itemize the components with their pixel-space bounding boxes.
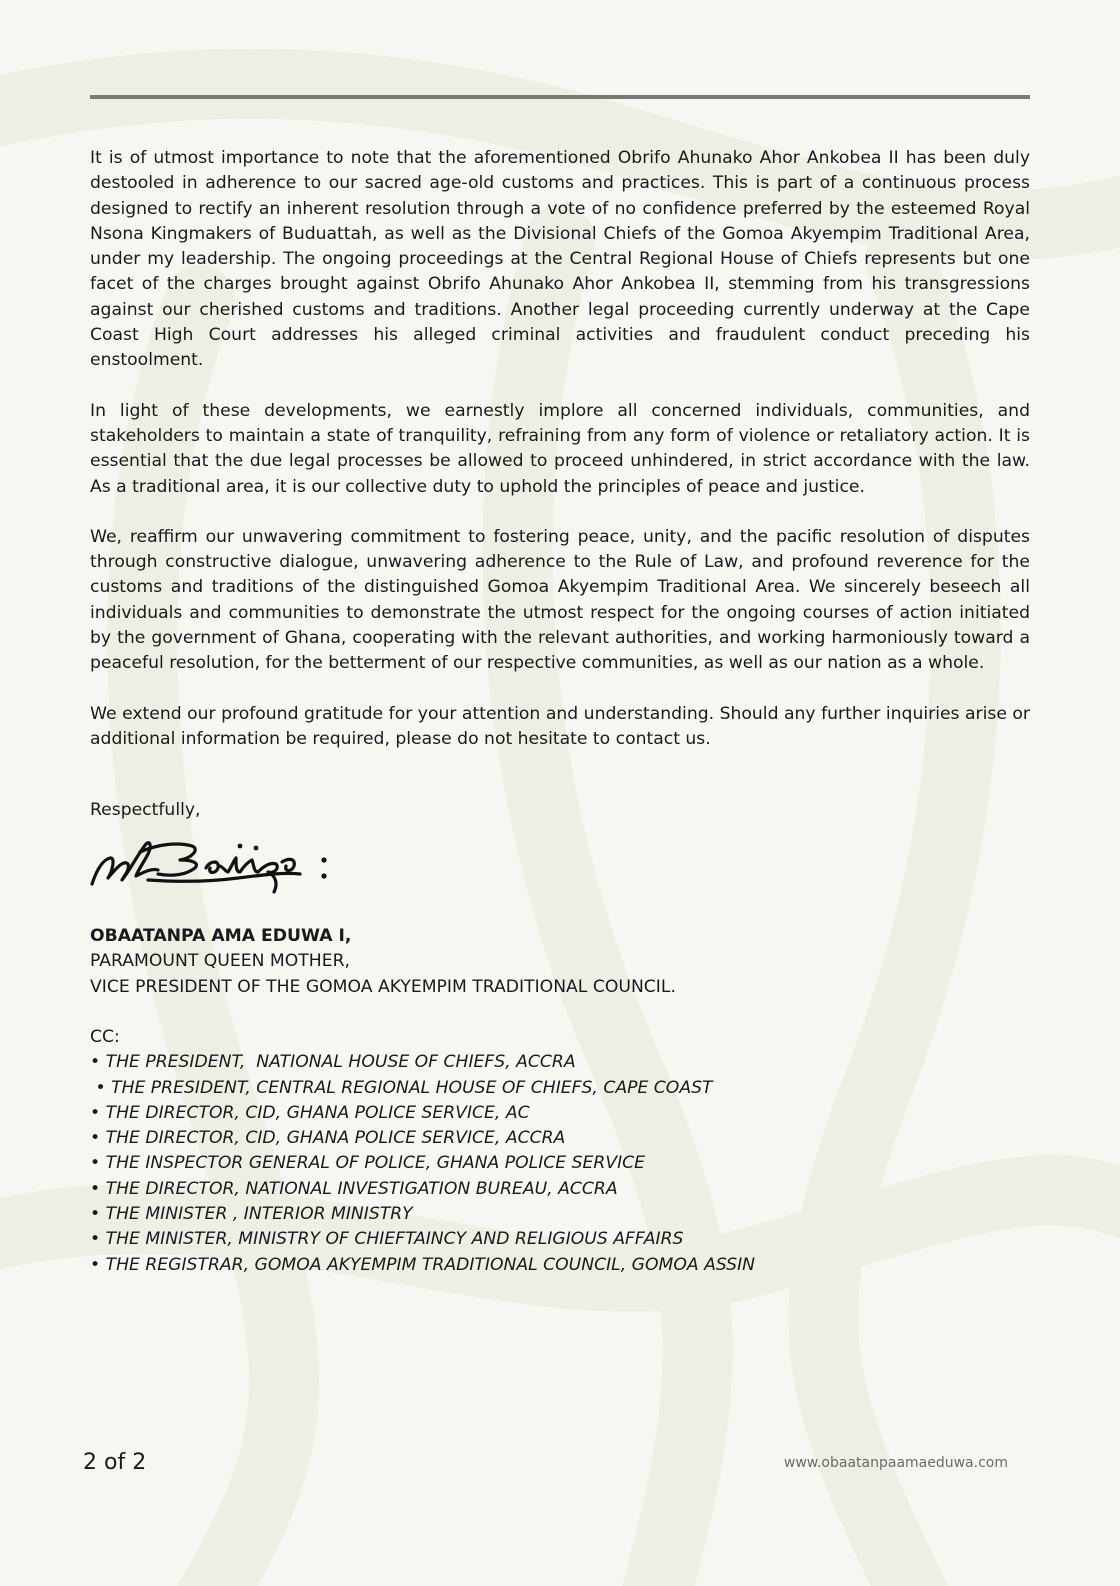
cc-recipient: • THE REGISTRAR, GOMOA AKYEMPIM TRADITIONAL COUNCIL, GOMOA ASSIN — [90, 1254, 755, 1275]
cc-recipient: • THE DIRECTOR, CID, GHANA POLICE SERVICE, ACCRA — [90, 1128, 566, 1149]
page-number: 2 of 2 — [83, 1450, 147, 1475]
handwritten-signature — [88, 832, 348, 898]
closing-salutation: Respectfully, — [90, 800, 201, 820]
header-rule — [90, 95, 1030, 99]
cc-recipient-list — [90, 1050, 755, 1278]
signatory-block — [90, 924, 676, 1000]
cc-recipient: • THE DIRECTOR, NATIONAL INVESTIGATION BUREAU, ACCRA — [90, 1178, 618, 1199]
body-paragraph: We, reaffirm our unwavering commitment to fostering peace, unity, and the pacific resolution of disputes through constructive dialogue, unwavering adherence to the Rule of Law, and profound reverence for the customs and traditions of the distinguished Gomoa Akyempim Traditional Area. We sincerely beseech all individuals and communities to demonstrate the utmost respect for the ongoing courses of action initiated by the government of Ghana, cooperating with the relevant authorities, and working harmoniously toward a peaceful resolution, for the betterment of our respective communities, as well as our nation as a whole. — [90, 526, 1030, 674]
cc-label: CC: — [90, 1027, 120, 1047]
cc-recipient: • THE MINISTER, MINISTRY OF CHIEFTAINCY AND RELIGIOUS AFFAIRS — [90, 1229, 684, 1250]
letter-body — [90, 146, 1030, 777]
cc-recipient: • THE PRESIDENT, CENTRAL REGIONAL HOUSE OF CHIEFS, CAPE COAST — [90, 1077, 713, 1098]
cc-recipient: • THE INSPECTOR GENERAL OF POLICE, GHANA POLICE SERVICE — [90, 1153, 646, 1174]
cc-recipient: • THE PRESIDENT, NATIONAL HOUSE OF CHIEFS, ACCRA — [90, 1052, 576, 1073]
cc-block — [90, 1025, 755, 1278]
body-paragraph: It is of utmost importance to note that the aforementioned Obrifo Ahunako Ahor Ankobea II has been duly destooled in adherence to our sacred age-old customs and practices. This is part of a continuous process designed to rectify an inherent resolution through a vote of no confidence preferred by the esteemed Royal Nsona Kingmakers of Buduattah, as well as the Divisional Chiefs of the Gomoa Akyempim Traditional Area, under my leadership. The ongoing proceedings at the Central Regional House of Chiefs represents but one facet of the charges brought against Obrifo Ahunako Ahor Ankobea II, stemming from his transgressions against our cherished customs and traditions. Another legal proceeding currently underway at the Cape Coast High Court addresses his alleged criminal activities and fraudulent conduct preceding his enstoolment. — [90, 148, 1030, 371]
signatory-name: OBAATANPA AMA EDUWA I, — [90, 926, 352, 946]
cc-recipient: • THE DIRECTOR, CID, GHANA POLICE SERVICE, AC — [90, 1102, 530, 1123]
signatory-title: VICE PRESIDENT OF THE GOMOA AKYEMPIM TRADITIONAL COUNCIL. — [90, 976, 676, 997]
body-paragraph: In light of these developments, we earnestly implore all concerned individuals, communities, and stakeholders to maintain a state of tranquility, refraining from any form of violence or retaliatory action. It is essential that the due legal processes be allowed to proceed unhindered, in strict accordance with the law. As a traditional area, it is our collective duty to uphold the principles of peace and justice. — [90, 400, 1030, 497]
website-url: www.obaatanpaamaeduwa.com — [783, 1455, 1008, 1471]
signatory-title: PARAMOUNT QUEEN MOTHER, — [90, 951, 350, 972]
body-paragraph: We extend our profound gratitude for your attention and understanding. Should any further inquiries arise or additional information be required, please do not hesitate to contact us. — [90, 703, 1030, 749]
cc-recipient: • THE MINISTER , INTERIOR MINISTRY — [90, 1204, 413, 1225]
